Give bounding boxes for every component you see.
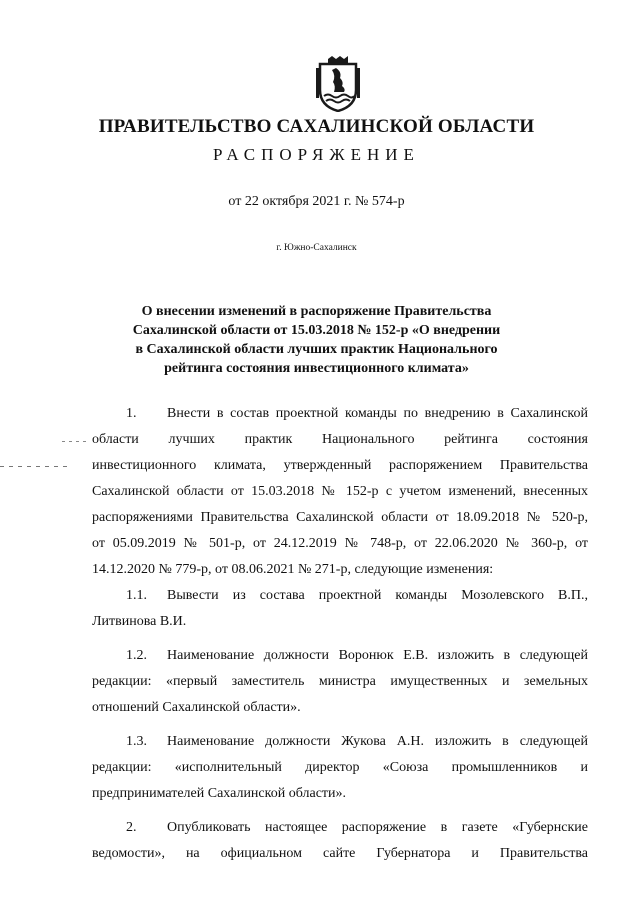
paragraph-line	[92, 729, 588, 755]
paragraph-number: 1.2.	[126, 648, 147, 663]
document-date-number: от 22 октября 2021 г. № 574-р	[228, 194, 405, 209]
paragraph-line: отношений Сахалинской области».	[92, 700, 301, 715]
paragraph-line: от 05.09.2019 № 501-р, от 24.12.2019 № 748-р, от 22.06.2020 № 360-р, от	[92, 536, 588, 551]
document-city: г. Южно-Сахалинск	[276, 243, 357, 253]
paragraph-line: Сахалинской области от 15.03.2018 № 152-р с учетом изменений, внесенных	[92, 484, 588, 499]
scan-artifact-line	[0, 466, 68, 467]
coat-of-arms-icon	[314, 56, 362, 112]
scan-artifact-line	[62, 441, 86, 442]
paragraph-line: предпринимателей Сахалинской области».	[92, 786, 347, 801]
paragraph-text: Опубликовать настоящее распоряжение в газете «Губернские	[167, 820, 588, 835]
document-type: РАСПОРЯЖЕНИЕ	[213, 145, 420, 164]
organization-title: ПРАВИТЕЛЬСТВО САХАЛИНСКОЙ ОБЛАСТИ	[98, 116, 535, 137]
paragraph-line: распоряжениями Правительства Сахалинской области от 18.09.2018 № 520-р,	[92, 510, 588, 525]
paragraph-text: Внести в состав проектной команды по внедрению в Сахалинской	[167, 406, 588, 421]
heading-line: рейтинга состояния инвестиционного климата»	[164, 361, 469, 376]
paragraph-number: 1.	[126, 406, 137, 421]
paragraph-line	[92, 815, 588, 841]
document-heading	[0, 302, 633, 378]
paragraph-number: 1.1.	[126, 588, 147, 603]
heading-line: О внесении изменений в распоряжение Правительства	[141, 304, 492, 319]
paragraph-text: Наименование должности Воронюк Е.В. изложить в следующей	[167, 648, 588, 663]
paragraph-line: редакции: «первый заместитель министра имущественных и земельных	[92, 674, 588, 689]
paragraph-line: инвестиционного климата, утвержденный распоряжением Правительства	[92, 458, 588, 473]
paragraph-line: Литвинова В.И.	[92, 614, 187, 629]
paragraph-number: 2.	[126, 820, 137, 835]
paragraph-line: редакции: «исполнительный директор «Союза промышленников и	[92, 760, 588, 775]
paragraph-line: ведомости», на официальном сайте Губернатора и Правительства	[92, 846, 588, 861]
heading-line: в Сахалинской области лучших практик Национального	[135, 342, 498, 357]
paragraph-line: области лучших практик Национального рейтинга состояния	[92, 432, 588, 447]
paragraph-number: 1.3.	[126, 734, 147, 749]
paragraph-line	[92, 583, 588, 609]
document-body	[92, 401, 588, 867]
paragraph-line	[92, 401, 588, 427]
heading-line: Сахалинской области от 15.03.2018 № 152-р «О внедрении	[132, 323, 501, 338]
paragraph-line	[92, 643, 588, 669]
paragraph-text: Наименование должности Жукова А.Н. изложить в следующей	[167, 734, 588, 749]
paragraph-line: 14.12.2020 № 779-р, от 08.06.2021 № 271-р, следующие изменения:	[92, 562, 494, 577]
paragraph-text: Вывести из состава проектной команды Мозолевского В.П.,	[167, 588, 588, 603]
